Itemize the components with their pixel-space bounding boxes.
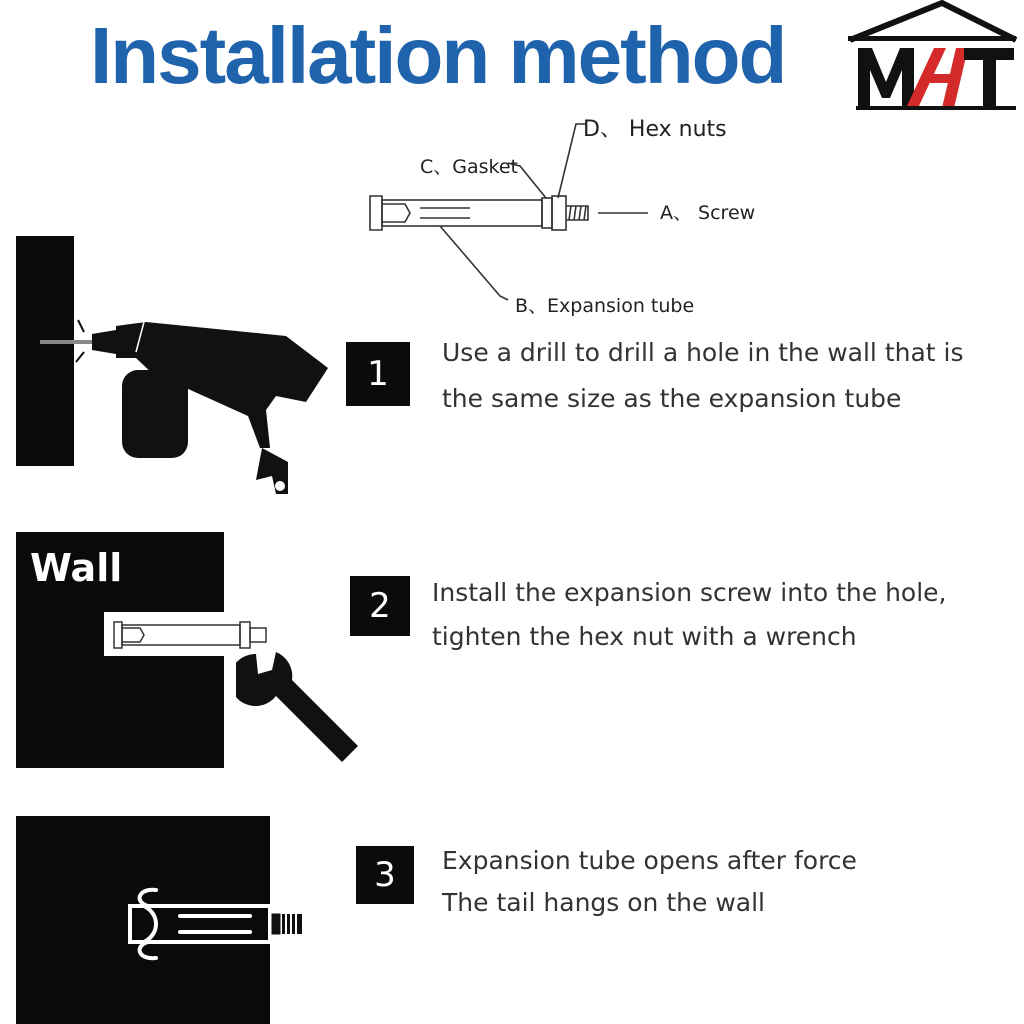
drill-icon <box>36 316 336 500</box>
step-2-badge: 2 <box>350 576 410 636</box>
label-screw: A、 Screw <box>660 202 756 224</box>
wrench-illustration <box>236 644 366 768</box>
step-1-text-line-1: Use a drill to drill a hole in the wall that is <box>442 338 964 367</box>
step-1-text-line-2: the same size as the expansion tube <box>442 384 902 413</box>
brand-logo <box>846 0 1020 112</box>
label-gasket: C、Gasket <box>420 156 518 178</box>
label-hex-nuts: D、 Hex nuts <box>583 117 727 142</box>
step-3-badge: 3 <box>356 846 414 904</box>
step-3-text-line-1: Expansion tube opens after force <box>442 846 857 875</box>
step-3-text-line-2: The tail hangs on the wall <box>442 888 765 917</box>
step-2-text-line-1: Install the expansion screw into the hole, <box>432 578 947 607</box>
step-1-badge: 1 <box>346 342 410 406</box>
house-logo-icon <box>846 0 1020 112</box>
drill-illustration <box>36 316 336 500</box>
wrench-icon <box>236 644 366 768</box>
page-title: Installation method <box>90 11 786 100</box>
wall-label: Wall <box>30 546 123 590</box>
step-2-text-line-2: tighten the hex nut with a wrench <box>432 622 857 651</box>
expanded-anchor-icon <box>120 884 310 964</box>
label-expansion-tube: B、Expansion tube <box>515 295 695 317</box>
expanded-anchor <box>120 884 310 964</box>
